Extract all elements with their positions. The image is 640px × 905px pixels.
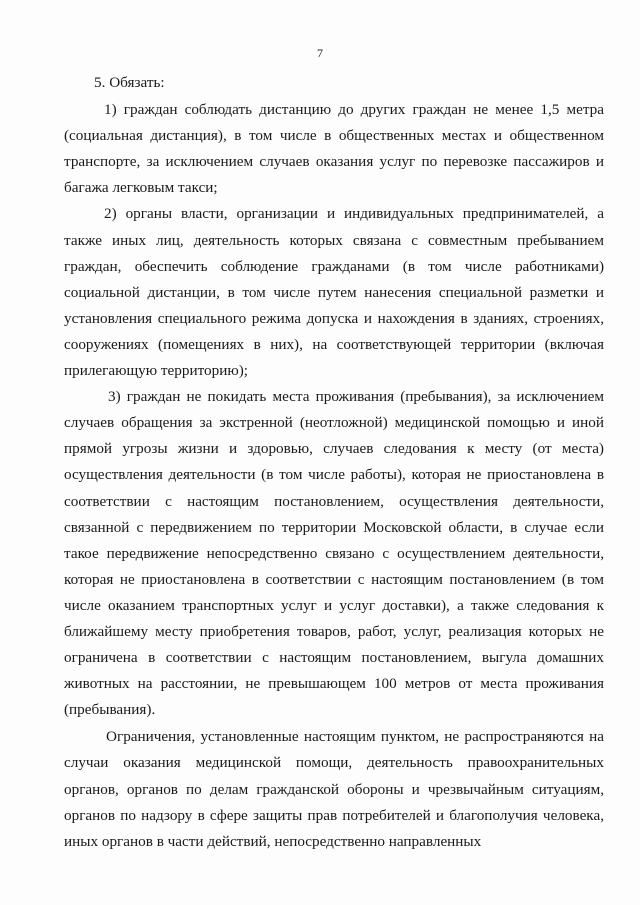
page-number: 7: [317, 46, 323, 60]
paragraph-2: 2) органы власти, организации и индивидуальных предпринимателей, а также иных лиц, деятельность которых связана с совместным пребыванием граждан, обеспечить соблюдение гражданами (в том числе работниками) социальной дистанции, в том числе путем нанесения специальной разметки и установления специального режима допуска и нахождения в зданиях, строениях, сооружениях (помещениях в них), на соответствующей территории (включая прилегающую территорию);: [64, 205, 604, 380]
paragraph-4: Ограничения, установленные настоящим пунктом, не распространяются на случаи оказания медицинской помощи, деятельность правоохранительных органов, органов по делам гражданской обороны и чрезвычайным ситуациям, органов по надзору в сфере защиты прав потребителей и благополучия человека, иных органов в части действий, непосредственно направленных: [64, 728, 604, 850]
section-heading: 5. Обязать:: [94, 74, 165, 91]
paragraph-3: 3) граждан не покидать места проживания (пребывания), за исключением случаев обращения за экстренной (неотложной) медицинской помощью и иной прямой угрозы жизни и здоровью, случаев следования к месту (от места) осуществления деятельности (в том числе работы), которая не приостановлена в соответствии с настоящим постановлением, осуществления деятельности, связанной с передвижением по территории Московской области, в случае если такое передвижение непосредственно связано с осуществлением деятельности, которая не приостановлена в соответствии с настоящим постановлением (в том числе оказанием транспортных услуг и услуг доставки), а также следования к ближайшему месту приобретения товаров, работ, услуг, реализация которых не ограничена в соответствии с настоящим постановлением, выгула домашних животных на расстоянии, не превышающем 100 метров от места проживания (пребывания).: [64, 388, 604, 719]
paragraph-1: 1) граждан соблюдать дистанцию до других граждан не менее 1,5 метра (социальная дистанция), в том числе в общественных местах и общественном транспорте, за исключением случаев оказания услуг по перевозке пассажиров и багажа легковым такси;: [64, 101, 604, 197]
document-body: [64, 70, 604, 855]
